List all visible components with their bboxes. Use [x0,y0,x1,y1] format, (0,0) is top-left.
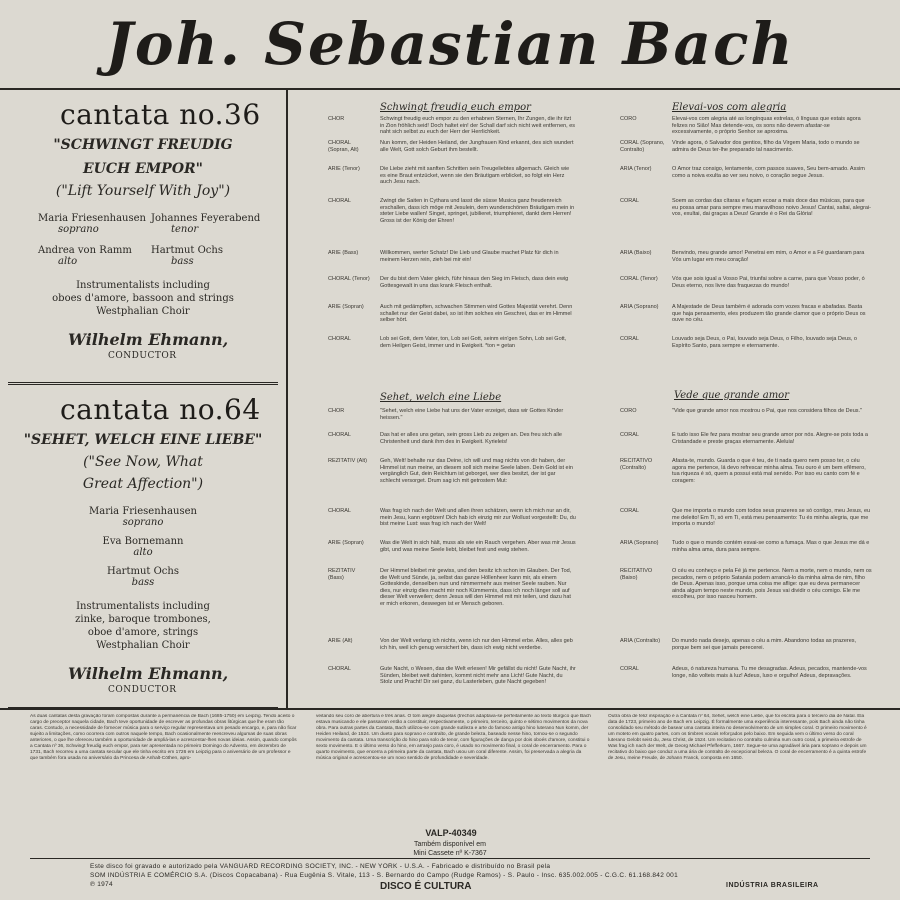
lyrics-64-heading-pt: Vede que grande amor [674,390,789,401]
lyric-section-label-pt: ARIA (Soprano) [620,540,659,546]
lyric-section-label-pt: CORAL (Soprano, Contralto) [620,140,665,153]
lyric-section-label-pt: ARIA (Tenor) [620,166,652,172]
artist-name: Eva Bornemann [102,536,184,547]
lyric-text-de: Auch mit gedämpften, schwachen Stimmen wird Gottes Majestät verehrt. Denn schallet nur der Geist dabei, so ist ihm solches ein Geschrei, das er im Himmel selber hört. [380,304,573,323]
lyric-section-label-de: ARIE (Alt) [328,638,353,644]
cantata-36-box [8,90,278,383]
lyric-section-label-de: CHORAL [328,198,351,204]
notes-column-3: Outra obra de feliz inspiração é a Cantata nº 64, Sehet, welch eine Liebe, que foi escrita para o terceiro dia de Natal. Ela data de 1723, primeiro ano de Bach em Leipzig. É formalmente uma experiência interessante, pois Bach ainda não tinha consolidado seu método de basear uma cantata inteira no desenvolvimento de um simples coral. O primeiro movimento é um moteto em quatro partes, com os timbres vocais reforçados pelo baixo. Em seguida vem o último verso do coral luterano Gelobt seist du, Jesu Christ, de 1524. Um recitativo no contralto culmina num outro coral, a primeira estrofe de Was frag ich nach der Welt, de Georg Michael Pfefferkorn, 1667. Segue-se uma agradável ária para soprano e depois um recitativo do baixo que conduz a uma ária de contralto de excepcional beleza. O coral de encerramento é a quinta estrofe de Jesu, meine Freude, de Johann Franck, composta em 1650. [608,714,867,761]
lyric-section-label-pt: RECITATIVO (Contralto) [620,458,653,471]
artist-name: Maria Friesenhausen [38,213,146,224]
artist [151,245,264,267]
lyric-text-de: Zwingt die Saiten in Cythara und lasst die süsse Musica ganz freudenreich erschallen, dass ich möge mit Jesulein, dem wunderschönen Bräutigam mein in steter Liebe wallen! Singet, springet, jubilieret, triumphieret, dankt dem Herren! Gross ist der König der Ehren! [380,198,575,224]
lyric-section-label-de: CHOR [328,408,345,414]
lyric-section-label-de: CHORAL (Tenor) [328,276,370,282]
notes-column-2: veitando seu coro de abertura e três árias. O tom alegre daquelas (trechos adaptava-se perfeitamente ao texto litúrgico que Bach estava musicando e ele passaram então a constituir, respectivamente, o primeiro, terceiro, quinto e sétimo movimentos da nova obra. Para outras partes da Cantata, Bach utilizou-se com grande sutileza e arte do famoso antigo hino luterano Nun komm, der Heiden Heiland, de 1524. Um dueto para soprano e contralto, de grande beleza, baseado nesse hino, tornou-se o segundo movimento da cantata. Uma transcrição do hino para solo de tenor, com figurações de dança por dois oboés d'amore, constitui o sexto movimento. E o último verso do hino, em arranjo para coro, é usado no movimento final, o coral de encerramento. Para o quarto movimento, que encerra a primeira parte da cantata, Bach usou um coral diferente. Assim, foi preservada a alegria da música original e acrescentou-se um novo sentido de profundidade e severidade. [316,714,591,761]
cassette-line-1: Também disponível em [414,841,486,848]
artist [8,566,278,588]
artist [8,506,278,528]
copyright: ℗ 1974 [90,881,113,888]
lyric-text-de: Geh, Welt! behalte nur das Deine, ich will und mag nichts von dir haben, der Himmel ist nun meine, an diesem soll sich meine Seele laben. Dein Gold ist ein vergänglich Gut, dein Reichtum ist geborget, wer dies besitzt, der ist gar schlecht versorget. Drum sag ich mit getrostem Mut: [380,458,573,484]
lyric-text-pt: Vinde agora, ó Salvador dos gentios, filho da Virgem Maria, todo o mundo se admira de Deus ter-lhe preparado tal nascimento. [672,140,860,153]
lyrics-36-heading-pt: Elevai-vos com alegria [672,102,787,113]
instr-line: oboes d'amore, bassoon and strings [52,293,234,304]
artist-role: soprano [122,517,164,528]
artist [38,245,151,267]
lyric-section-label-de: CHOR [328,116,345,122]
lyric-text-pt: E tudo isso Ele fez para mostrar seu grande amor por nós. Alegre-se pois toda a Cristandade e preste graças eternamente. Aleluia! [672,432,868,445]
cantata-64-title: cantata no.64 [60,393,261,426]
lyric-text-de: Das hat er alles uns getan, sein gross Lieb zu zeigen an. Des freu sich alle Christenheit und dank ihm des in Ewigkeit. Kyrieleis! [380,432,562,445]
cantata-64-artists [8,506,278,588]
lyric-section-label-pt: ARIA (Soprano) [620,304,659,310]
cantata-64-subtitle-en-1: ("See Now, What [83,454,203,470]
artist-name: Andrea von Ramm [38,245,132,256]
catalog-number: VALP-40349 [425,828,477,838]
cassette-line-2: Mini Cassete nº K-7367 [413,850,487,857]
industry-mark: INDÚSTRIA BRASILEIRA [726,882,819,889]
artist-role: tenor [171,224,199,235]
lyrics-36-heading-de: Schwingt freudig euch empor [380,102,531,113]
lyric-text-de: Von der Welt verlang ich nichts, wenn ich nur den Himmel erbe. Alles, alles geb ich hin, weil ich genug versichert bin, dass ich ewig nicht verderbe. [380,638,573,651]
lyric-text-pt: Louvado seja Deus, o Pai, louvado seja Deus, o Filho, louvado seja Deus, o Espírito Santo, para sempre e eternamente. [672,336,857,349]
artist-role: bass [171,256,194,267]
lyric-text-pt: Tudo o que o mundo contém esvai-se como a fumaça. Mas o que Jesus me dá e minha alma ama, dura para sempre. [672,540,870,553]
lyric-section-label-pt: CORO [620,408,637,414]
instr-line: Instrumentalists including [76,601,210,612]
lyric-section-label-de: REZITATIV (Bass) [328,568,356,581]
cantata-36-subtitle-de-2: EUCH EMPOR" [83,161,203,177]
lyric-section-label-pt: CORAL [620,336,639,342]
artist [8,536,278,558]
cantata-36-artists [38,213,264,267]
lyric-text-de: Der du bist dem Vater gleich, führ hinaus den Sieg im Fleisch, dass dein ewig Gottesgewalt in uns das krank Fleisch enthalt. [380,276,569,289]
lyric-section-label-pt: CORAL (Tenor) [620,276,658,282]
artist [151,213,264,235]
cantata-36-title: cantata no.36 [60,98,261,131]
artist-role: alto [58,256,78,267]
lyric-text-pt: "Vide que grande amor nos mostrou o Pai, que nos considera filhos de Deus." [672,408,862,414]
lyric-section-label-de: REZITATIV (Alt) [328,458,367,464]
credit-line-2: SOM INDÚSTRIA E COMÉRCIO S.A. (Discos Copacabana) - Rua Eugênia S. Vitale, 113 - S. Bernardo do Campo (Rudge Ramos) - S. Paulo - Insc. 635.002.005 - C.G.C. 61.168.842 001 [90,872,678,879]
cantata-64-box [8,384,278,708]
lyric-text-pt: A Majestade de Deus também é adorada com vozes fracas e abafadas. Basta que haja pensamento, eles produzem tão grande clamor que o próprio Deus os ouve no céu. [672,304,866,323]
lyric-text-de: Gute Nacht, o Wesen, das die Welt erlesen! Mir gefällst du nicht! Gute Nacht, ihr Sünden, bleibet weit dahinten, kommt nicht mehr ans Licht! Gute Nacht, du Stolz und Pracht! Dir sei ganz, du Lasterleben, gute Nacht gegeben! [380,666,576,685]
lyrics-panel [290,90,900,708]
artist-name: Johannes Feyerabend [151,213,261,224]
lyric-text-de: Was frag ich nach der Welt und allen ihren schätzen, wenn ich mich nur an dir, mein Jesu, kann ergötzen! Dich hab ich einzig mir zur Wollust vorgestellt: Du, du bist meine Lust: was frag ich nach der Welt! [380,508,576,527]
lyric-text-de: Was die Welt in sich hält, muss als wie ein Rauch vergehen. Aber was mir Jesus gibt, und was meine Seele liebt, bleibet fest und ewig stehen. [380,540,576,553]
artist-role: bass [131,577,155,588]
lyric-section-label-pt: CORAL [620,432,639,438]
lyric-section-label-de: CHORAL [328,508,351,514]
lyric-text-pt: Benvindo, meu grande amor! Penetrai em mim, o Amor e a Fé guardaram para Vós um lugar em meu coração! [672,250,865,263]
cantata-64-instrumentation [8,600,278,652]
lyric-section-label-pt: RECITATIVO (Baixo) [620,568,653,581]
cassette-info [370,840,530,858]
lyric-text-de: Schwingt freudig euch empor zu den erhabnen Sternen, Ihr Zungen, die ihr itzt in Zion fröhlich seid! Doch haltet ein! der Schall darf sich nicht weit entfernen, es naht sich selbst zu euch der Herr der Herrlichkeit. [380,116,576,135]
cantata-36-conductor-role: CONDUCTOR [108,351,177,361]
lyrics-64-heading-de: Sehet, welch eine Liebe [380,392,502,403]
artist-role: alto [133,547,153,558]
lyric-text-de: "Sehet, welch eine Liebe hat uns der Vater erzeiget, dass wir Gottes Kinder heissen." [380,408,564,421]
lyric-text-pt: Afasta-te, mundo. Guarda o que é teu, de ti nada quero nem posso ter, o céu agora me pertence, lá devo refrescar minha alma. Teu ouro é um bem efêmero, tua riqueza é só, quem a possui está mal servido. Por isso eu canto com fé e coragem: [672,458,866,484]
lyric-section-label-de: CHORAL [328,432,351,438]
instr-line: Westphalian Choir [96,640,190,651]
instr-line: zinke, baroque trombones, [75,614,211,625]
lyric-text-de: Der Himmel bleibet mir gewiss, und den besitz ich schon im Glauben. Der Tod, die Welt und Sünde, ja, selbst das ganze Höllenheer kann mir, als einem Gotteskinde, denselben nun und nimmermehr aus meiner Seele rauben. Nur dies, nur einzig dies macht mir noch Kümmernis, dass ich noch länger soll auf dieser Welt verweilen; denn Jesus will den Himmel mit mir teilen, und dazu hat er mich erkoren, deswegen ist er Mensch geboren. [380,568,572,607]
notes-column-1: As duas cantatas desta gravação foram compostas durante a permanência de Bach (1685-1750) em Leipzig. Tendo aceito o cargo de preceptor naquela cidade, Bach teve oportunidade de escrever as profundas obras litúrgicas que lhe eram tão caras. Contudo, a necessidade de fornecer música para o serviço regular representava um pesado encargo, e, para não ficar sujeito a limitações, como ocorrera com outros naquele tempo, Bach ocasionalmente reescreveu algumas de suas obras anteriores, o que lhe ofereceu também a oportunidade de ampliá-las e acrescentar-lhes novas ideias. Assim, quando compôs a Cantata nº 36, Schwingt freudig euch empor, para ser apresentada no primeiro Domingo do Advento, em dezembro de 1731, Bach recorreu a uma cantata secular que ele tinha escrito em 1726 em Leipzig para o aniversário de um professor e que também fora usada no aniversário da Princesa de Anhalt-Cöthen, apro- [30,714,297,761]
artist-name: Hartmut Ochs [151,245,223,256]
lyric-text-pt: O Amor traz consigo, lentamente, com passos suaves, Seu bem-amado. Assim como a noiva exulta ao ver seu noivo, o coração segue Jesus. [672,166,865,179]
divider-vertical [286,90,288,708]
lyric-section-label-pt: ARIA (Contralto) [620,638,661,644]
lyric-section-label-pt: ARIA (Baixo) [620,250,652,256]
lyric-section-label-pt: CORAL [620,508,639,514]
instr-line: oboe d'amore, strings [87,627,199,638]
lyric-section-label-de: CHORAL [328,666,351,672]
lyric-text-pt: Que me importa o mundo com todos seus prazeres se só contigo, meu Jesus, eu me deleito! Em Ti, só em Ti, está meu pensamento: Tu és minha alegria, que me importa o mundo! [672,508,871,527]
lyric-section-label-de: ARIE (Sopran) [328,304,364,310]
artist-name: Hartmut Ochs [107,566,179,577]
lyric-text-pt: O céu eu conheço e pela Fé já me pertence. Nem a morte, nem o mundo, nem os pecados, nem o próprio Satanás podem arrancá-lo da minha alma de nim, filho de Deus. Apenas isso, porque uma coisa me aflige: que eu deva permanecer ainda algum tempo neste mundo, pois Jesus vai dividir o céu comigo. Ele me escolheu, por isso nasceu homem. [672,568,872,600]
lyric-section-label-de: ARIE (Bass) [328,250,359,256]
lyric-text-pt: Soem as cordas das cítaras e façam ecoar a mais doce das músicas, para que eu possa amar para sempre meu maravilhoso noivo Jesus! Cantai, saltai, alegrai-vos, exultai, dai graças a Deus! Grande é o Rei da Glória! [672,198,872,217]
label-slogan: DISCO É CULTURA [380,881,472,892]
lyric-text-pt: Elevai-vos com alegria até as longínquas estrelas, ó línguas que estais agora felizes no Sião! Mas detende-vos, os sons não devem afastar-se excessivamente, o próprio Senhor se aproxima. [672,116,861,135]
lyric-text-de: Nun komm, der Heiden Heiland, der Jungfrauen Kind erkannt, des sich wundert alle Welt, Gott solch Geburt ihm bestellt. [380,140,574,153]
instr-line: Westphalian Choir [96,306,190,317]
lyric-text-de: Willkommen, werter Schatz! Die Lieb und Glaube machet Platz für dich in meinem Herzen rein, zieh bei mir ein! [380,250,559,263]
cantata-64-subtitle-de: "SEHET, WELCH EINE LIEBE" [23,432,263,448]
lyric-text-pt: Do mundo nada desejo, apenas o céu a mim. Abandono todas as prazeres, porque bem sei que jamais perecerei. [672,638,857,651]
instr-line: Instrumentalists including [76,280,210,291]
artist-name: Maria Friesenhausen [89,506,197,517]
liner-notes [0,710,900,900]
lyric-text-de: Die Liebe zieht mit sanften Schritten sein Treugeliebtes allgemach. Gleich wie es eine Braut entzücket, wenn sie den Bräutigam erblicket, so folgt ein Herz auch Jesu nach. [380,166,570,185]
lyric-text-de: Lob sei Gott, dem Vater, ton, Lob sei Gott, seinm ein'gen Sohn, Lob sei Gott, dem Heilgen Geist, immer und in Ewigkeit. *ton = getan [380,336,567,349]
lyric-section-label-pt: CORAL [620,666,639,672]
artist-role: soprano [58,224,99,235]
cantata-64-subtitle-en-2: Great Affection") [82,476,204,492]
lyric-section-label-de: ARIE (Tenor) [328,166,360,172]
lyric-text-pt: Adeus, ó natureza humana. Tu me desagradas. Adeus, pecados, mantende-vos longe, não volteis mais à luz! Adeus, luxo e orgulho! Adeus, depravações. [672,666,867,679]
cantata-64-conductor: Wilhelm Ehmann, [68,664,229,683]
cantata-36-subtitle-de-1: "SCHWINGT FREUDIG [53,137,233,153]
lyric-section-label-de: ARIE (Sopran) [328,540,364,546]
cantata-36-subtitle-en: ("Lift Yourself With Joy") [55,183,231,199]
lyric-text-pt: Vós que sois igual a Vosso Pai, triunfai sobre a carne, para que Vosso poder, ó Deus eterno, nos livre das fraquezas do mundo! [672,276,865,289]
artist [38,213,151,235]
cantata-36-conductor: Wilhelm Ehmann, [68,330,229,349]
divider-bottom [30,858,870,859]
credit-line-1: Este disco foi gravado e autorizado pela VANGUARD RECORDING SOCIETY, INC. - NEW YORK - U.S.A. - Fabricado e distribuído no Brasil pela [90,863,551,870]
cantata-36-instrumentation [8,279,278,318]
lyric-section-label-pt: CORO [620,116,637,122]
cantata-64-conductor-role: CONDUCTOR [108,685,177,695]
left-panel [0,90,286,708]
album-title: Joh. Sebastian Bach [105,10,795,78]
lyric-section-label-pt: CORAL [620,198,639,204]
lyric-section-label-de: CHORAL [328,336,351,342]
lyric-section-label-de: CHORAL (Sopran, Alt) [328,140,359,153]
